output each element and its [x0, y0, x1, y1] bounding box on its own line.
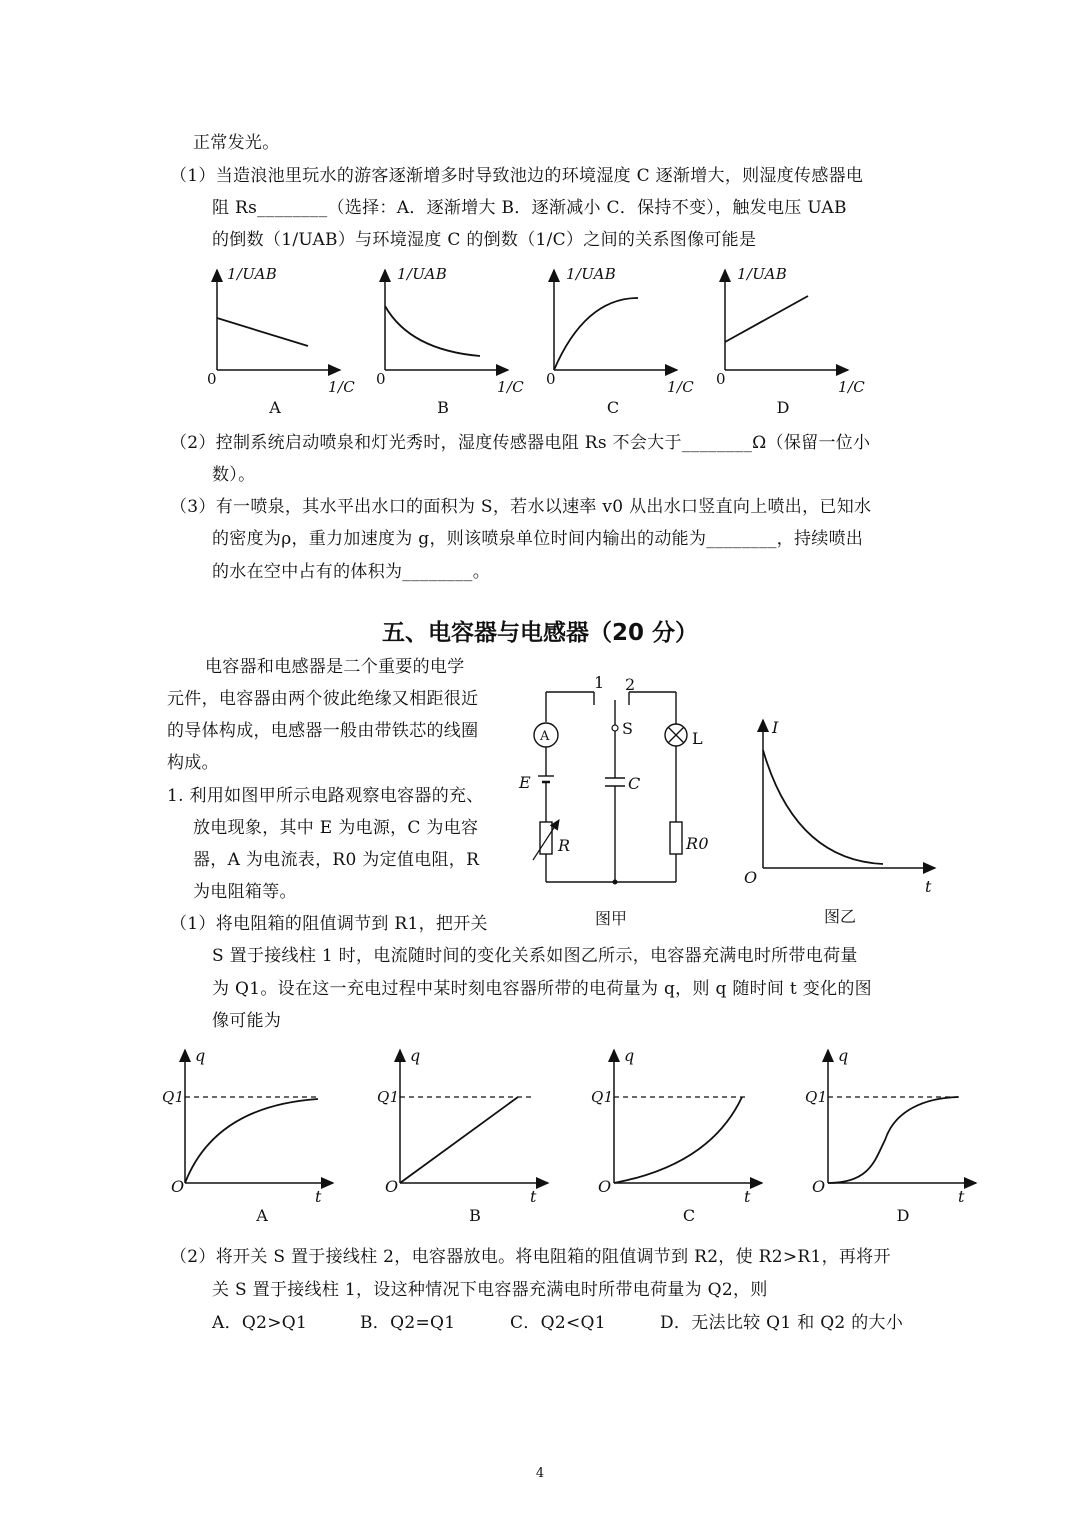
circuit-label-r0: R0 — [686, 834, 709, 853]
graph2-d — [828, 1050, 976, 1183]
p1-line-1: 1. 利用如图甲所示电路观察电容器的充、 — [167, 786, 484, 806]
resistor-icon — [670, 822, 682, 854]
p1q1-line-4: 像可能为 — [212, 1011, 282, 1031]
part2-line-2: 关 S 置于接线柱 1，设这种情况下电容器充满电时所带电荷量为 Q2，则 — [212, 1280, 768, 1300]
row2-a-ylabel: q — [195, 1046, 206, 1065]
circuit-label-1: 1 — [594, 673, 605, 692]
text-line-0: 正常发光。 — [193, 133, 280, 153]
row1-b-xlabel: 1/C — [497, 378, 524, 396]
choice-d: D．无法比较 Q1 和 Q2 的大小 — [660, 1313, 904, 1333]
row2-option-c: C — [682, 1206, 696, 1225]
row2-c-xlabel: t — [744, 1187, 751, 1206]
p1-line-4: 为电阻箱等。 — [193, 882, 297, 902]
intro-line-4: 构成。 — [167, 753, 219, 773]
graph-d — [725, 270, 848, 370]
q3-line-1: （3）有一喷泉，其水平出水口的面积为 S，若水以速率 v0 从出水口竖直向上喷出，已知水 — [170, 497, 872, 517]
row2-a-xlabel: t — [315, 1187, 322, 1206]
graph-yi-xlabel: t — [925, 877, 932, 896]
row1-a-xlabel: 1/C — [328, 378, 355, 396]
intro-line-1: 电容器和电感器是二个重要的电学 — [205, 657, 465, 677]
rheostat-icon — [540, 822, 552, 854]
row2-b-xlabel: t — [530, 1187, 537, 1206]
row2-option-a: A — [256, 1206, 268, 1225]
row1-c-xlabel: 1/C — [667, 378, 694, 396]
row1-option-d: D — [776, 398, 790, 417]
circuit-label-2: 2 — [625, 675, 636, 694]
section-title: 五、电容器与电感器（20 分） — [381, 620, 698, 646]
graph-row2 — [0, 1040, 1080, 1200]
choice-b: B．Q2=Q1 — [360, 1313, 456, 1333]
p1-line-3: 器，A 为电流表，R0 为定值电阻，R — [193, 850, 480, 870]
graph-a — [217, 270, 340, 370]
circuit-label-e: E — [519, 773, 531, 792]
q2-line-1: （2）控制系统启动喷泉和灯光秀时，湿度传感器电阻 Rs 不会大于________Ω（保留一位小 — [170, 433, 871, 453]
row2-c-ylabel: q — [624, 1046, 635, 1065]
graph2-b — [400, 1050, 548, 1183]
row2-b-origin: O — [385, 1177, 399, 1196]
p1q1-line-3: 为 Q1。设在这一充电过程中某时刻电容器所带的电荷量为 q，则 q 随时间 t 变化的图 — [212, 979, 872, 999]
q2-line-2: 数）。 — [212, 465, 256, 485]
circuit-label-lamp: L — [692, 729, 703, 748]
graph-b — [385, 270, 508, 370]
row1-d-origin: 0 — [716, 370, 726, 388]
row1-c-origin: 0 — [546, 370, 556, 388]
row1-c-ylabel: 1/UAB — [566, 265, 617, 283]
p1-line-2: 放电现象，其中 E 为电源，C 为电容 — [193, 818, 479, 838]
intro-line-3: 的导体构成，电感器一般由带铁芯的线圈 — [167, 721, 479, 741]
graph-current-time — [755, 712, 955, 882]
q1-line-2: 阻 Rs________（选择：A．逐渐增大 B．逐渐减小 C．保持不变），触发电压 UAB — [212, 198, 847, 218]
q3-line-3: 的水在空中占有的体积为________。 — [212, 562, 490, 582]
graph-yi-ylabel: I — [772, 718, 779, 737]
row2-option-d: D — [896, 1206, 910, 1225]
choice-c: C．Q2<Q1 — [510, 1313, 606, 1333]
row1-d-ylabel: 1/UAB — [737, 265, 788, 283]
row1-a-origin: 0 — [207, 370, 217, 388]
intro-line-2: 元件，电容器由两个彼此绝缘又相距很近 — [167, 689, 479, 709]
row2-b-q1: Q1 — [377, 1088, 400, 1106]
q1-line-3: 的倒数（1/UAB）与环境湿度 C 的倒数（1/C）之间的关系图像可能是 — [212, 230, 757, 250]
graph-yi-caption: 图乙 — [823, 907, 856, 926]
circuit-label-c: C — [628, 774, 641, 793]
part2-line-1: （2）将开关 S 置于接线柱 2，电容器放电。将电阻箱的阻值调节到 R2，使 R2>R1，再将开 — [170, 1247, 891, 1267]
row2-a-q1: Q1 — [162, 1088, 185, 1106]
row2-a-origin: O — [171, 1177, 185, 1196]
circuit-label-ammeter: A — [540, 729, 550, 744]
graph2-c — [614, 1050, 762, 1183]
row1-a-ylabel: 1/UAB — [227, 265, 278, 283]
q3-line-2: 的密度为ρ，重力加速度为 g，则该喷泉单位时间内输出的动能为________，持续喷出 — [212, 529, 864, 549]
row2-d-origin: O — [812, 1177, 826, 1196]
row1-option-c: C — [606, 398, 620, 417]
graph-row1 — [0, 260, 1080, 420]
row1-b-ylabel: 1/UAB — [397, 265, 448, 283]
p1q1-line-2: S 置于接线柱 1 时，电流随时间的变化关系如图乙所示，电容器充满电时所带电荷量 — [212, 946, 858, 966]
circuit-label-switch: S — [622, 719, 634, 738]
row1-b-origin: 0 — [376, 370, 386, 388]
row1-option-a: A — [269, 398, 281, 417]
row1-d-xlabel: 1/C — [838, 378, 865, 396]
q1-line-1: （1）当造浪池里玩水的游客逐渐增多时导致池边的环境湿度 C 逐渐增大，则湿度传感器电 — [170, 166, 864, 186]
row1-option-b: B — [437, 398, 449, 417]
row2-c-q1: Q1 — [591, 1088, 614, 1106]
row2-d-ylabel: q — [838, 1046, 849, 1065]
page-number: 4 — [535, 1466, 545, 1481]
p1q1-line-1: （1）将电阻箱的阻值调节到 R1，把开关 — [170, 914, 488, 934]
graph2-a — [185, 1050, 333, 1183]
circuit-label-r: R — [558, 836, 571, 855]
row2-b-ylabel: q — [410, 1046, 421, 1065]
row2-option-b: B — [469, 1206, 481, 1225]
graph-c — [554, 270, 677, 370]
row2-d-xlabel: t — [958, 1187, 965, 1206]
circuit-diagram — [525, 670, 725, 900]
graph-yi-origin: O — [744, 868, 758, 887]
circuit-caption: 图甲 — [594, 909, 627, 928]
row2-c-origin: O — [598, 1177, 612, 1196]
choice-a: A．Q2>Q1 — [212, 1313, 308, 1333]
row2-d-q1: Q1 — [805, 1088, 828, 1106]
